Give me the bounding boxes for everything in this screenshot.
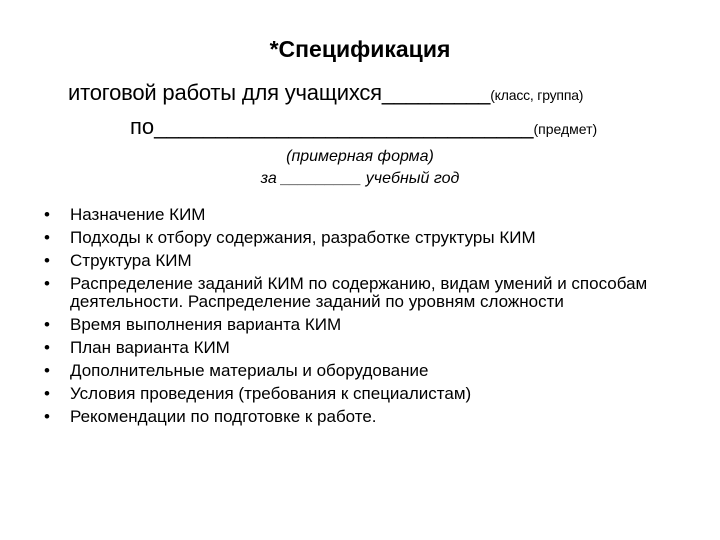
list-item: [44, 206, 674, 224]
list-item: [44, 362, 674, 380]
bullet-icon: •: [44, 407, 50, 426]
list-item-text: Условия проведения (требования к специалистам): [70, 384, 472, 403]
list-item: [44, 339, 674, 357]
list-item-text: Структура КИМ: [70, 251, 192, 270]
bullet-list: [44, 206, 674, 431]
bullet-icon: •: [44, 274, 50, 293]
list-item-text: План варианта КИМ: [70, 338, 230, 357]
list-item: [44, 408, 674, 426]
bullet-icon: •: [44, 361, 50, 380]
list-item-text: Подходы к отбору содержания, разработке структуры КИМ: [70, 228, 536, 247]
list-item: [44, 229, 674, 247]
list-item-text: Дополнительные материалы и оборудование: [70, 361, 429, 380]
list-item-text: Рекомендации по подготовке к работе.: [70, 407, 377, 426]
subject-line-hint: (предмет): [533, 121, 598, 137]
bullet-icon: •: [44, 384, 50, 403]
subject-line: [130, 114, 597, 140]
list-item: [44, 252, 674, 270]
list-item: [44, 385, 674, 403]
list-item-text: Назначение КИМ: [70, 205, 206, 224]
bullet-icon: •: [44, 205, 50, 224]
list-item-text: Время выполнения варианта КИМ: [70, 315, 342, 334]
bullet-icon: •: [44, 251, 50, 270]
list-item-text: Распределение заданий КИМ по содержанию, видам умений и способам деятельности. Распределение заданий по уровням сложности: [70, 274, 648, 311]
work-line: [68, 80, 583, 106]
bullet-icon: •: [44, 228, 50, 247]
list-item: [44, 275, 674, 311]
bullet-icon: •: [44, 315, 50, 334]
form-note: (примерная форма): [286, 148, 434, 165]
work-line-blank: _________: [381, 80, 491, 105]
list-item: [44, 316, 674, 334]
work-line-text: итоговой работы для учащихся: [68, 80, 382, 105]
year-line: за _________ учебный год: [260, 170, 460, 187]
bullet-icon: •: [44, 338, 50, 357]
subject-line-text: по: [130, 114, 155, 139]
work-line-hint: (класс, группа): [490, 87, 584, 103]
page-title: *Спецификация: [269, 36, 451, 62]
subject-line-blank: _______________________________: [154, 114, 534, 139]
